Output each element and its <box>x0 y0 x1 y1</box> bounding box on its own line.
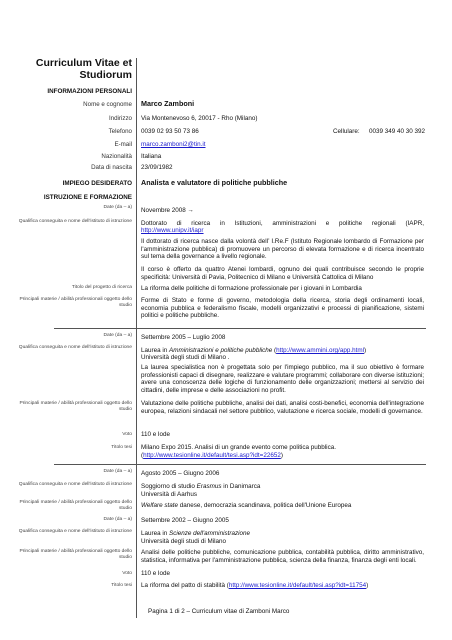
triennale-date: Settembre 2002 – Giugno 2005 <box>141 517 229 524</box>
mobile-value: 0039 349 40 30 392 <box>369 128 426 135</box>
phd-subjects: Forme di Stato e forme di governo, metodologia della ricerca, storia degli ordinamenti locali, economia pubblica e federalismo fiscale, modelli organizzativi e processi di pianificazione, sistemi politici e politiche pubbliche. <box>141 297 424 320</box>
laurea-date-label: Date (da – a) <box>103 333 132 338</box>
erasmus-subjects <box>141 502 351 510</box>
birth-label: Data di nascita <box>91 164 132 171</box>
triennale-prefix: Laurea in <box>141 530 170 537</box>
page-footer: Pagina 1 di 2 – Curriculum vitae di Zamboni Marco <box>148 608 290 615</box>
email-label: E-mail <box>114 141 132 148</box>
erasmus-date-label: Date (da – a) <box>103 469 132 474</box>
triennale-title: Scienze dell'amministrazione <box>169 530 251 537</box>
laurea-thesis: Milano Expo 2015. Analisi di un grande evento come politica pubblica. <box>141 444 336 451</box>
phone-value: 0039 02 93 50 73 86 <box>141 128 199 135</box>
phone-label: Telefono <box>108 128 132 135</box>
triennale-thesis-text: La riforma del patto di stabilità ( <box>141 582 229 589</box>
triennale-vote: 110 e lode <box>141 570 170 577</box>
erasmus-welfare: Welfare state <box>141 502 178 509</box>
phd-date-label: Date (da – a) <box>103 205 132 210</box>
laurea-vote: 110 e lode <box>141 431 170 438</box>
phd-project-label: Titolo del progetto di ricerca <box>71 285 132 290</box>
erasmus-word: Erasmus <box>196 483 222 490</box>
triennale-thesis-link[interactable]: http://www.tesionline.it/default/tesi.asp?idt=11754 <box>228 582 367 589</box>
separator-2 <box>54 464 426 465</box>
nationality-value: Italiana <box>141 153 162 160</box>
phd-date: Novembre 2008 → <box>141 207 194 214</box>
birth-value: 23/09/1982 <box>141 164 173 171</box>
laurea-description: La laurea specialistica non è progettata solo per l'impiego pubblico, ma il suo obiettivo è formare professionisti capaci di disegnare, realizzare e valutare programmi; collaborare con diverse istituzioni; avere una conoscenza delle logiche di funzionamento delle organizzazioni; mettersi al servizio dei cittadini, delle imprese e delle associazioni no profit. <box>141 364 424 394</box>
triennale-qualification <box>141 530 250 538</box>
phd-qualification: Dottorato di ricerca in Istituzioni, amministrazioni e politiche regionali (IAPR, <box>141 220 424 227</box>
name-label: Nome e cognome <box>83 101 132 108</box>
triennale-thesis-end: ) <box>366 582 369 589</box>
triennale-institute: Università degli studi di Milano <box>141 538 227 545</box>
education-section-title: ISTRUZIONE E FORMAZIONE <box>43 194 132 201</box>
desired-job-value: Analista e valutatore di politiche pubbliche <box>141 178 288 187</box>
triennale-thesis-label: Titolo tesi <box>111 583 132 588</box>
laurea-qualification-label: Qualifica conseguita e nome dell'istituto di istruzione <box>18 345 132 350</box>
cv-title-line2: Studiorum <box>79 69 132 81</box>
laurea-qualification-title: Amministrazioni e politiche pubbliche <box>169 347 273 354</box>
laurea-thesis-link-wrap: (http://www.tesionline.it/default/tesi.asp?idt=22652) <box>141 452 283 459</box>
triennale-thesis <box>141 582 368 590</box>
phd-link[interactable]: http://www.unipv.it/iapr <box>141 227 204 234</box>
nationality-label: Nazionalità <box>101 153 132 160</box>
phd-qualification-label: Qualifica conseguita e nome dell'istituto di istruzione <box>18 219 132 224</box>
laurea-qualification-prefix: Laurea in <box>141 347 170 354</box>
triennale-vote-label: Voto <box>122 571 132 576</box>
erasmus-qualification-label: Qualifica conseguita e nome dell'istituto di istruzione <box>18 482 132 487</box>
erasmus-prefix: Soggiorno di studio <box>141 483 197 490</box>
erasmus-date: Agosto 2005 – Giugno 2006 <box>141 470 220 477</box>
laurea-subjects: Valutazione delle politiche pubbliche, analisi dei dati, analisi costi-benefici, economia dell'integrazione europea, relazioni sindacali nel settore pubblico, valutazione e ricerca sociale, modelli di governance. <box>141 400 424 415</box>
laurea-qualification: Laurea in Amministrazioni e politiche pubbliche (http://www.ammini.org/app.html) <box>141 347 367 354</box>
cv-title-line1: Curriculum Vitae et <box>35 57 132 69</box>
desired-job-label: IMPIEGO DESIDERATO <box>62 180 132 187</box>
erasmus-subjects-rest: danese, democrazia scandinava, politica dell'Unione Europea <box>177 502 352 509</box>
triennale-date-label: Date (da – a) <box>103 517 132 522</box>
phd-description-1: Il dottorato di ricerca nasce dalla volontà dell’ I.Re.F (Istituto Regionale lombardo di Formazione per l'amministrazione pubblica) di promuovere un percorso di elevata formazione e di ricerca incentrato sul tema della governance a livello regionale. <box>141 238 424 261</box>
triennale-qualification-label: Qualifica conseguita e nome dell'istituto di istruzione <box>18 529 132 534</box>
erasmus-suffix: in Danimarca <box>221 483 261 490</box>
triennale-subjects-label: Principali materie / abilità professionali oggetto dello studio <box>19 549 132 560</box>
laurea-subjects-label: Principali materie / abilità professionali oggetto dello studio <box>19 401 132 412</box>
full-name: Marco Zamboni <box>141 99 195 108</box>
erasmus-institute: Università di Aarhus <box>141 491 197 498</box>
erasmus-qualification <box>141 483 260 491</box>
address-label: Indirizzo <box>108 115 132 122</box>
mobile-label: Cellulare: <box>333 128 360 135</box>
column-divider <box>136 58 137 618</box>
laurea-date: Settembre 2005 – Luglio 2008 <box>141 334 226 341</box>
laurea-thesis-label: Titolo tesi <box>111 445 132 450</box>
laurea-vote-label: Voto <box>122 432 132 437</box>
laurea-thesis-link[interactable]: http://www.tesionline.it/default/tesi.asp?idt=22652 <box>143 452 281 459</box>
laurea-institute: Università degli studi di Milano . <box>141 354 230 361</box>
separator-1 <box>54 328 426 329</box>
erasmus-subjects-label: Principali materie / abilità professionali oggetto dello studio <box>19 500 132 511</box>
phd-description-2: Il corso è offerto da quattro Atenei lombardi, ognuno dei quali contribuisce secondo le proprie specificità: Università di Pavia, Politecnico di Milano e Università Cattolica di Milano <box>141 266 424 281</box>
email-link[interactable]: marco.zamboni2@tin.it <box>141 141 206 148</box>
laurea-link[interactable]: http://www.ammini.org/app.html <box>276 347 364 354</box>
address-value: Via Montenevoso 6, 20017 - Rho (Milano) <box>141 115 258 122</box>
triennale-subjects: Analisi delle politiche pubbliche, comunicazione pubblica, contabilità pubblica, diritto amministrativo, statistica, informativa per l'amministrazione pubblica, scienza della finanza, finanza degli enti locali. <box>141 549 424 564</box>
phd-project: La riforma delle politiche di formazione professionale per i giovani in Lombardia <box>141 285 362 292</box>
personal-section-title: INFORMAZIONI PERSONALI <box>47 88 132 95</box>
phd-subjects-label: Principali materie / abilità professionali oggetto dello studio <box>19 297 132 308</box>
